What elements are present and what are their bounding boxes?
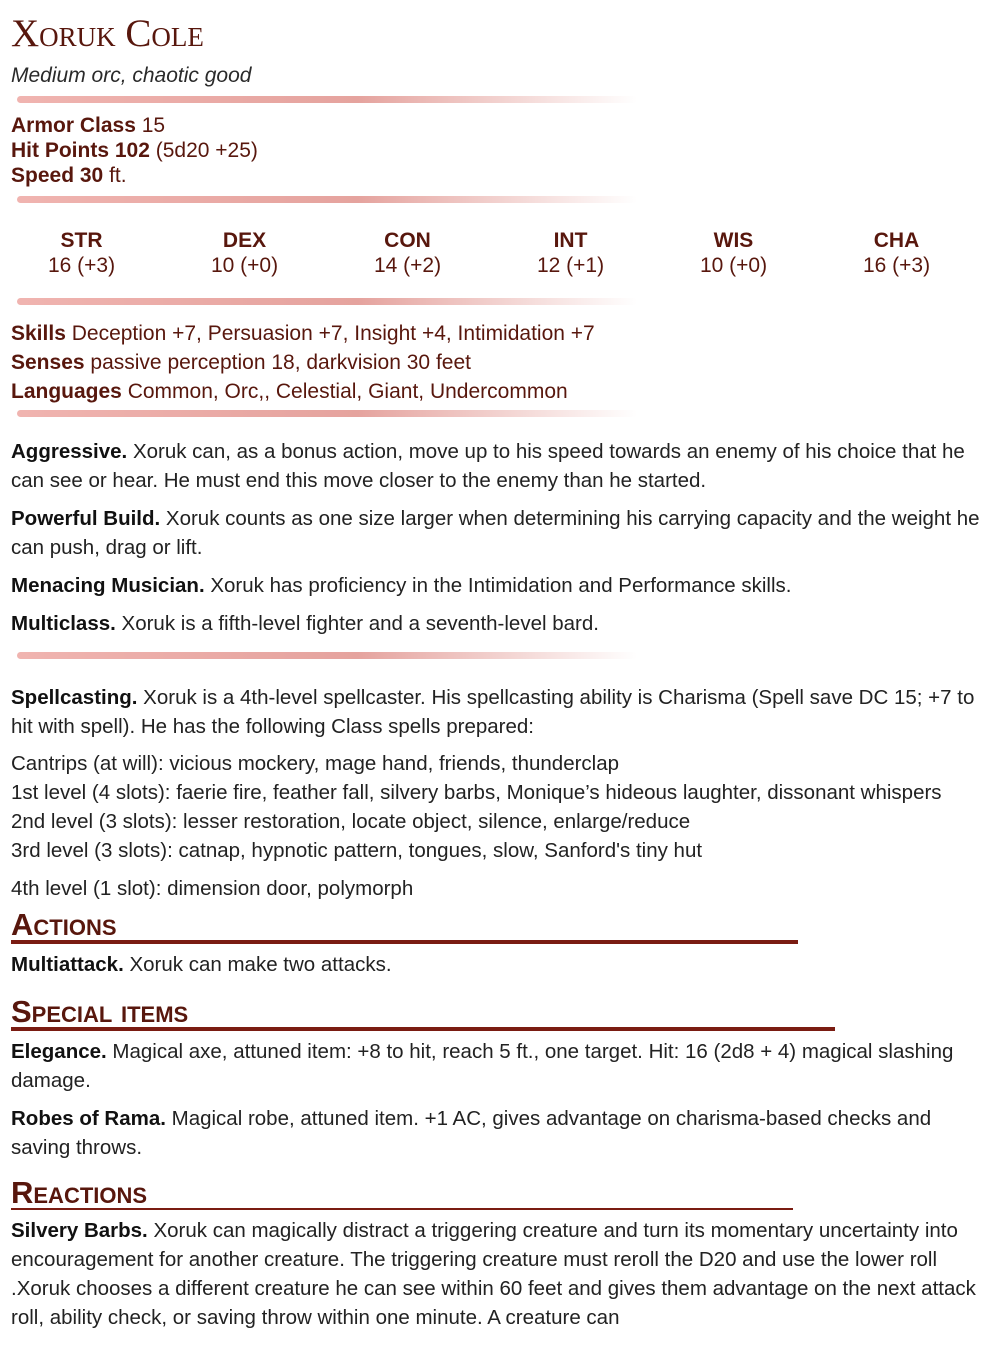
creature-type: Medium orc, chaotic good [11, 64, 252, 87]
spellcasting-name: Spellcasting. [11, 686, 138, 709]
ability-value: 10 (+0) [210, 254, 279, 277]
trait-text: Xoruk counts as one size larger when determining his carrying capacity and the weight he can push, drag or lift. [11, 507, 980, 559]
armor-class-line [11, 113, 1000, 138]
ability-dex [163, 228, 326, 278]
reactions-heading: Reactions [11, 1177, 793, 1210]
speed-label: Speed 30 [11, 164, 104, 187]
skills-label: Skills [11, 322, 66, 345]
ability-name: CHA [873, 229, 920, 252]
ability-int [489, 228, 652, 278]
ability-name: DEX [222, 229, 267, 252]
hit-points-line [11, 138, 1000, 163]
spell-line-cantrips: Cantrips (at will): vicious mockery, mage hand, friends, thunderclap [11, 752, 620, 775]
ability-value: 10 (+0) [699, 254, 768, 277]
properties [11, 319, 1000, 406]
spell-line-3rd: 3rd level (3 slots): catnap, hypnotic pattern, tongues, slow, Sanford's tiny hut [11, 839, 703, 862]
trait-name: Powerful Build. [11, 507, 161, 530]
divider [17, 196, 637, 203]
item-text: Magical axe, attuned item: +8 to hit, reach 5 ft., one target. Hit: 16 (2d8 + 4) magical slashing damage. [11, 1040, 954, 1092]
trait-text: Xoruk has proficiency in the Intimidation and Performance skills. [210, 574, 792, 597]
trait-text: Xoruk is a fifth-level fighter and a seventh-level bard. [121, 612, 599, 635]
item-robes-of-rama [11, 1104, 989, 1162]
spellcasting-text: Xoruk is a 4th-level spellcaster. His spellcasting ability is Charisma (Spell save DC 15; +7 to hit with spell). He has the following Class spells prepared: [11, 686, 975, 738]
skills-line [11, 319, 1000, 348]
traits [11, 437, 989, 638]
ability-value: 12 (+1) [536, 254, 605, 277]
spell-line-2nd: 2nd level (3 slots): lesser restoration, locate object, silence, enlarge/reduce [11, 810, 691, 833]
reaction-silvery-barbs [11, 1216, 989, 1332]
special-items-section [11, 996, 835, 1031]
action-name: Multiattack. [11, 953, 124, 976]
divider [17, 298, 637, 305]
ability-value: 16 (+3) [47, 254, 116, 277]
armor-class-label: Armor Class [11, 114, 136, 137]
ability-name: CON [384, 229, 431, 252]
creature-name: Xoruk Cole [11, 12, 204, 55]
trait-text: Xoruk can, as a bonus action, move up to his speed towards an enemy of his choice that he can see or hear. He must end this move closer to the enemy than he started. [11, 440, 965, 492]
spellcasting-intro [11, 683, 989, 741]
senses-label: Senses [11, 351, 85, 374]
trait-menacing-musician [11, 571, 989, 600]
item-name: Robes of Rama. [11, 1107, 166, 1130]
trait-name: Aggressive. [11, 440, 128, 463]
divider [17, 652, 637, 659]
trait-aggressive [11, 437, 989, 495]
reaction-text: Xoruk can magically distract a triggering creature and turn its momentary uncertainty into encouragement for another creature. The triggering creature must reroll the D20 and use the lower roll .Xoruk chooses a different creature he can see within 60 feet and gives them advantage on the next attack roll, ability check, or saving throw within one minute. A creature can [11, 1219, 976, 1329]
armor-class-value: 15 [141, 114, 166, 137]
languages-value: Common, Orc,, Celestial, Giant, Undercommon [127, 380, 568, 403]
trait-name: Multiclass. [11, 612, 116, 635]
reaction-name: Silvery Barbs. [11, 1219, 148, 1242]
special-items-heading: Special items [11, 996, 835, 1031]
reactions-section [11, 1177, 793, 1210]
actions-list [11, 950, 989, 979]
skills-value: Deception +7, Persuasion +7, Insight +4, Intimidation +7 [71, 322, 595, 345]
actions-section [11, 909, 798, 944]
hit-points-value: (5d20 +25) [155, 139, 258, 162]
ability-str [0, 228, 163, 278]
core-stats [11, 113, 1000, 188]
ability-name: WIS [713, 229, 754, 252]
speed-value: ft. [109, 164, 127, 187]
actions-heading: Actions [11, 909, 798, 944]
ability-scores [0, 228, 980, 278]
ability-wis [652, 228, 815, 278]
action-text: Xoruk can make two attacks. [129, 953, 392, 976]
action-multiattack [11, 950, 989, 979]
ability-cha [815, 228, 978, 278]
spell-line-1st: 1st level (4 slots): faerie fire, feather fall, silvery barbs, Monique’s hideous laughter, dissonant whispers [11, 781, 942, 804]
senses-value: passive perception 18, darkvision 30 feet [90, 351, 471, 374]
special-items-list [11, 1037, 989, 1162]
item-name: Elegance. [11, 1040, 107, 1063]
divider [17, 410, 637, 417]
reactions-list [11, 1216, 989, 1332]
item-text: Magical robe, attuned item. +1 AC, gives advantage on charisma-based checks and saving throws. [11, 1107, 932, 1159]
languages-line [11, 377, 1000, 406]
divider [17, 96, 637, 103]
spellcasting [11, 683, 989, 903]
spell-line-4th: 4th level (1 slot): dimension door, polymorph [11, 877, 414, 900]
trait-name: Menacing Musician. [11, 574, 205, 597]
languages-label: Languages [11, 380, 122, 403]
speed-line [11, 163, 1000, 188]
ability-con [326, 228, 489, 278]
ability-value: 16 (+3) [862, 254, 931, 277]
trait-multiclass [11, 609, 989, 638]
ability-value: 14 (+2) [373, 254, 442, 277]
trait-powerful-build [11, 504, 989, 562]
ability-name: STR [60, 229, 103, 252]
ability-name: INT [553, 229, 588, 252]
senses-line [11, 348, 1000, 377]
item-elegance [11, 1037, 989, 1095]
hit-points-label: Hit Points 102 [11, 139, 150, 162]
